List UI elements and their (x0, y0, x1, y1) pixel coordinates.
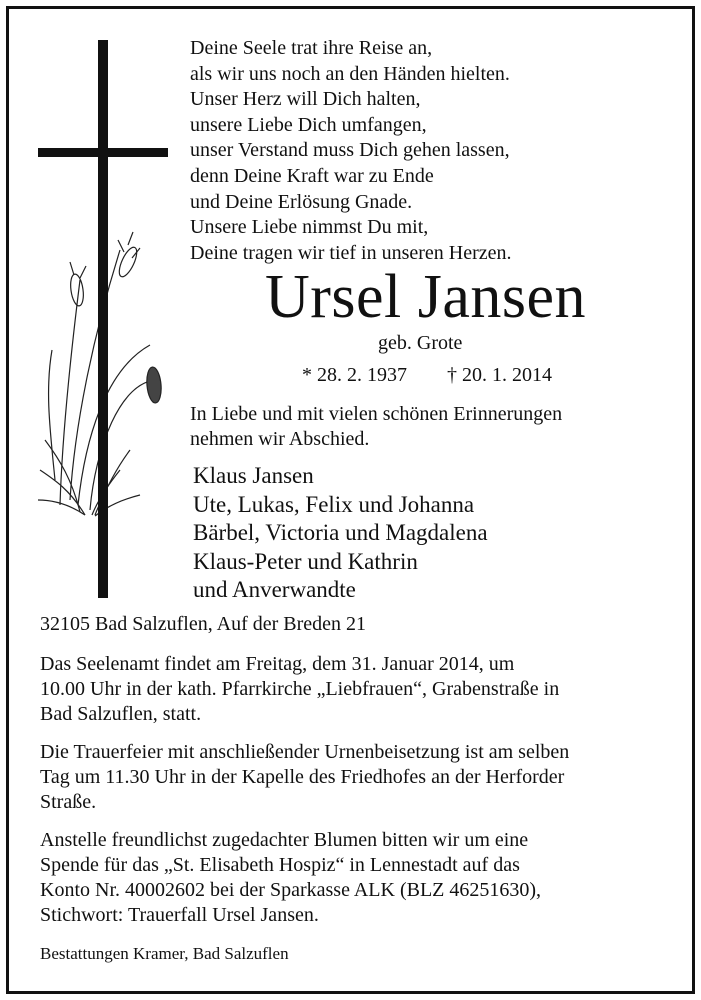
family-member: Ute, Lukas, Felix und Johanna (193, 491, 475, 517)
farewell-text: In Liebe und mit vielen schönen Erinnerungen nehmen wir Abschied. (190, 403, 563, 450)
birth-date: * 28. 2. 1937 (302, 364, 407, 386)
poem: Deine Seele trat ihre Reise an, als wir uns noch an den Händen hielten. Unser Herz will Dich halten, unsere Liebe Dich umfangen, unser Verstand muss Dich gehen lassen, denn Deine Kraft war zu Ende und Deine Erlösung Gnade. Unsere Liebe nimmst Du mit, Deine tragen wir tief in unseren Herzen. (190, 37, 512, 264)
family-list (193, 462, 488, 605)
family-member: und Anverwandte (193, 577, 356, 602)
family-member: Klaus Jansen (193, 463, 314, 488)
address: 32105 Bad Salzuflen, Auf der Breden 21 (40, 613, 367, 635)
born-name: geb. Grote (378, 332, 463, 354)
family-member: Klaus-Peter und Kathrin (193, 548, 418, 574)
requiem-info: Das Seelenamt findet am Freitag, dem 31. Januar 2014, um 10.00 Uhr in der kath. Pfarrkirche „Liebfrauen“, Grabenstraße in Bad Salzuflen, statt. (40, 653, 560, 725)
donation-info: Anstelle freundlichst zugedachter Blumen bitten wir um eine Spende für das „St. Elisabeth Hospiz“ in Lennestadt auf das Konto Nr. 40002602 bei der Sparkasse ALK (BLZ 46251630), Stichwort: Trauerfall Ursel Jansen. (40, 829, 542, 926)
deceased-name: Ursel Jansen (264, 263, 587, 331)
death-date: † 20. 1. 2014 (447, 364, 552, 386)
funeral-home: Bestattungen Kramer, Bad Salzuflen (40, 944, 289, 963)
ceremony-info: Die Trauerfeier mit anschließender Urnenbeisetzung ist am selben Tag um 11.30 Uhr in der Kapelle des Friedhofes an der Herforder Straße. (40, 741, 570, 813)
family-member: Bärbel, Victoria und Magdalena (193, 520, 488, 545)
life-dates (302, 364, 552, 387)
